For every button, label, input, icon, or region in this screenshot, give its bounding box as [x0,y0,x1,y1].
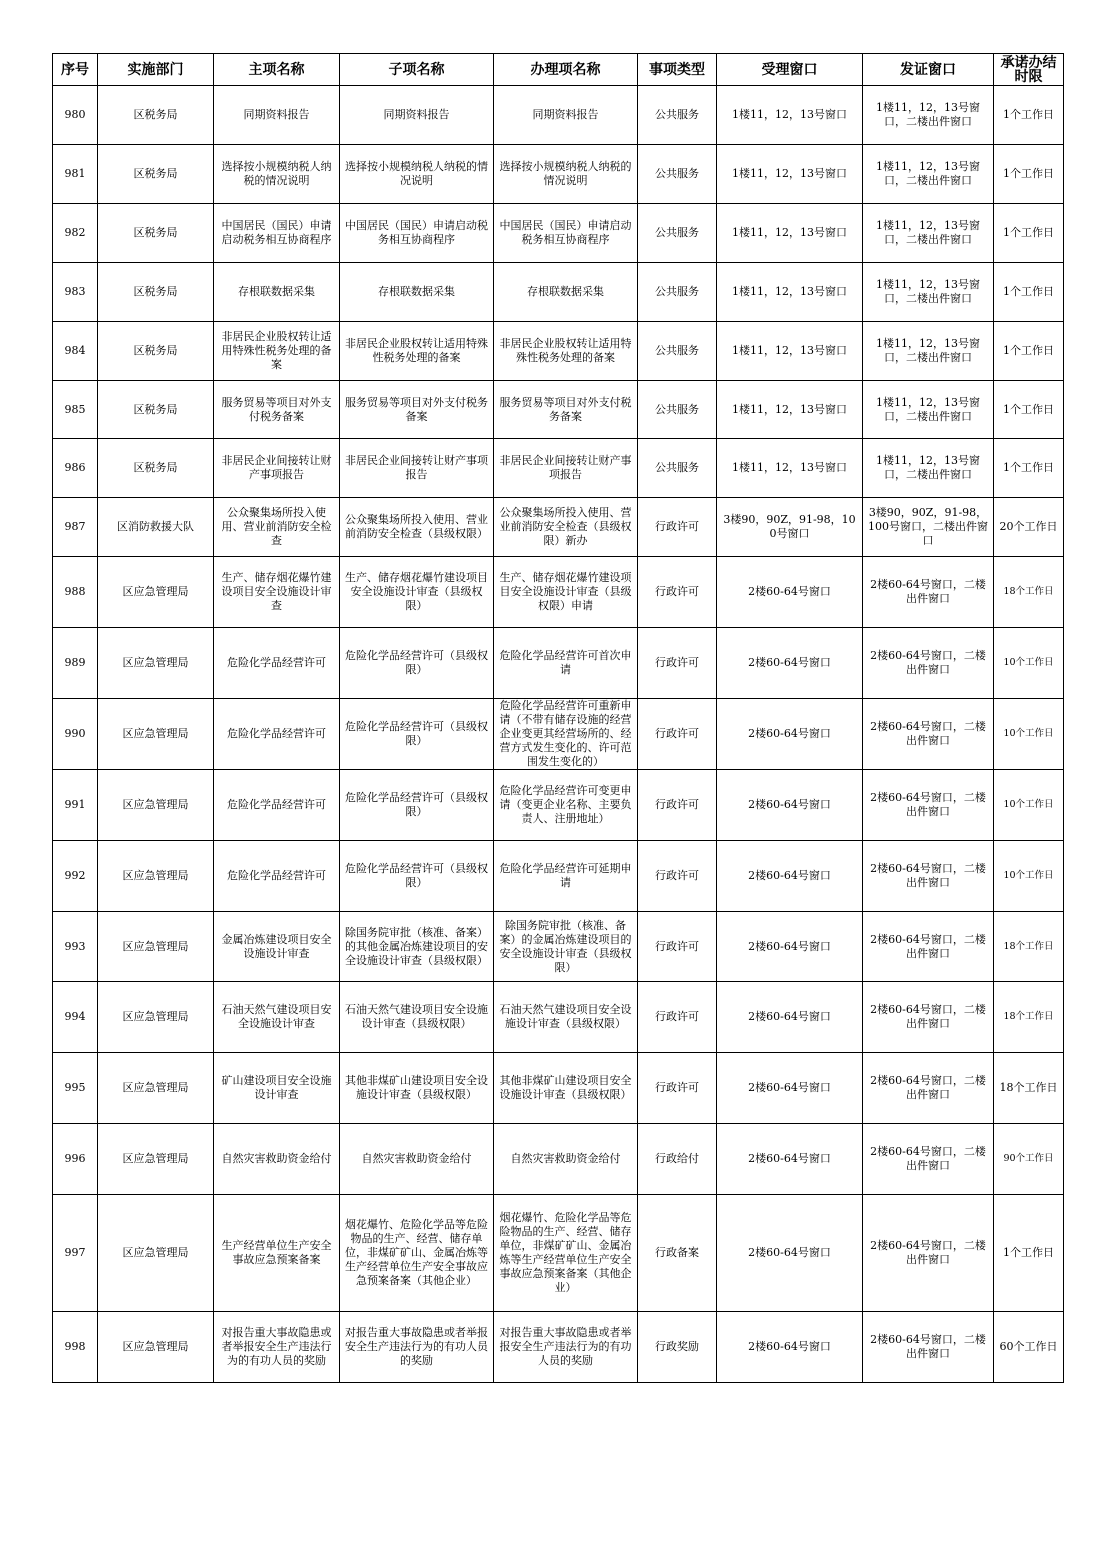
cell-handling-item: 危险化学品经营许可变更申请（变更企业名称、主要负责人、注册地址） [494,770,638,841]
table-row [53,263,1064,322]
cell-sub-item: 选择按小规模纳税人纳税的情况说明 [340,145,494,204]
cell-handling-item: 其他非煤矿山建设项目安全设施设计审查（县级权限） [494,1053,638,1124]
cell-certificate-window: 1楼11，12，13号窗口，二楼出件窗口 [863,145,994,204]
cell-department: 区应急管理局 [98,982,214,1053]
cell-main-item: 非居民企业间接转让财产事项报告 [214,439,340,498]
cell-certificate-window: 2楼60-64号窗口，二楼出件窗口 [863,557,994,628]
cell-index: 996 [53,1124,98,1195]
cell-certificate-window: 1楼11，12，13号窗口，二楼出件窗口 [863,322,994,381]
cell-handling-item: 危险化学品经营许可重新申请（不带有储存设施的经营企业变更其经营场所的、经营方式发生变化的、许可范围发生变化的） [494,699,638,770]
table-row [53,1195,1064,1312]
cell-department: 区应急管理局 [98,770,214,841]
cell-sub-item: 中国居民（国民）申请启动税务相互协商程序 [340,204,494,263]
cell-acceptance-window: 2楼60-64号窗口 [717,699,863,770]
cell-main-item: 存根联数据采集 [214,263,340,322]
cell-time-limit: 90个工作日 [994,1124,1064,1195]
cell-index: 993 [53,912,98,982]
cell-certificate-window: 1楼11，12，13号窗口，二楼出件窗口 [863,86,994,145]
cell-main-item: 危险化学品经营许可 [214,699,340,770]
cell-item-type: 行政许可 [638,1053,717,1124]
cell-main-item: 选择按小规模纳税人纳税的情况说明 [214,145,340,204]
cell-index: 991 [53,770,98,841]
cell-department: 区应急管理局 [98,1053,214,1124]
table-row [53,982,1064,1053]
cell-acceptance-window: 2楼60-64号窗口 [717,982,863,1053]
table-row [53,912,1064,982]
cell-acceptance-window: 2楼60-64号窗口 [717,770,863,841]
header-acceptance-window: 受理窗口 [717,54,863,86]
cell-handling-item: 存根联数据采集 [494,263,638,322]
cell-certificate-window: 2楼60-64号窗口，二楼出件窗口 [863,699,994,770]
cell-sub-item: 自然灾害救助资金给付 [340,1124,494,1195]
cell-index: 985 [53,381,98,439]
header-department: 实施部门 [98,54,214,86]
cell-department: 区应急管理局 [98,1312,214,1383]
cell-time-limit: 1个工作日 [994,439,1064,498]
cell-department: 区税务局 [98,263,214,322]
cell-time-limit: 18个工作日 [994,982,1064,1053]
cell-certificate-window: 2楼60-64号窗口，二楼出件窗口 [863,1124,994,1195]
cell-main-item: 生产经营单位生产安全事故应急预案备案 [214,1195,340,1312]
cell-time-limit: 60个工作日 [994,1312,1064,1383]
cell-time-limit: 18个工作日 [994,1053,1064,1124]
cell-acceptance-window: 1楼11，12，13号窗口 [717,145,863,204]
cell-department: 区应急管理局 [98,912,214,982]
header-main-item: 主项名称 [214,54,340,86]
cell-time-limit: 10个工作日 [994,841,1064,912]
cell-index: 990 [53,699,98,770]
cell-department: 区税务局 [98,145,214,204]
header-index: 序号 [53,54,98,86]
cell-index: 988 [53,557,98,628]
cell-department: 区应急管理局 [98,1124,214,1195]
cell-item-type: 公共服务 [638,322,717,381]
cell-handling-item: 除国务院审批（核准、备案）的金属冶炼建设项目的安全设施设计审查（县级权限） [494,912,638,982]
cell-certificate-window: 3楼90，90Z，91-98，100号窗口，二楼出件窗口 [863,498,994,557]
cell-item-type: 公共服务 [638,145,717,204]
cell-item-type: 公共服务 [638,263,717,322]
cell-certificate-window: 2楼60-64号窗口，二楼出件窗口 [863,841,994,912]
cell-acceptance-window: 2楼60-64号窗口 [717,1053,863,1124]
cell-main-item: 生产、储存烟花爆竹建设项目安全设施设计审查 [214,557,340,628]
cell-department: 区应急管理局 [98,841,214,912]
cell-main-item: 对报告重大事故隐患或者举报安全生产违法行为的有功人员的奖励 [214,1312,340,1383]
header-row [53,54,1064,86]
cell-item-type: 行政许可 [638,557,717,628]
cell-time-limit: 10个工作日 [994,628,1064,699]
cell-sub-item: 危险化学品经营许可（县级权限） [340,770,494,841]
cell-acceptance-window: 1楼11，12，13号窗口 [717,322,863,381]
cell-acceptance-window: 2楼60-64号窗口 [717,912,863,982]
cell-time-limit: 1个工作日 [994,1195,1064,1312]
cell-handling-item: 非居民企业股权转让适用特殊性税务处理的备案 [494,322,638,381]
cell-index: 992 [53,841,98,912]
cell-main-item: 非居民企业股权转让适用特殊性税务处理的备案 [214,322,340,381]
cell-certificate-window: 2楼60-64号窗口，二楼出件窗口 [863,1312,994,1383]
cell-certificate-window: 1楼11，12，13号窗口，二楼出件窗口 [863,204,994,263]
cell-sub-item: 公众聚集场所投入使用、营业前消防安全检查（县级权限） [340,498,494,557]
cell-department: 区税务局 [98,322,214,381]
cell-department: 区应急管理局 [98,1195,214,1312]
cell-item-type: 行政奖励 [638,1312,717,1383]
cell-department: 区消防救援大队 [98,498,214,557]
cell-time-limit: 18个工作日 [994,912,1064,982]
cell-acceptance-window: 3楼90，90Z，91-98，100号窗口 [717,498,863,557]
table-row [53,1124,1064,1195]
cell-index: 984 [53,322,98,381]
cell-time-limit: 20个工作日 [994,498,1064,557]
cell-sub-item: 危险化学品经营许可（县级权限） [340,628,494,699]
cell-department: 区税务局 [98,439,214,498]
cell-index: 980 [53,86,98,145]
cell-certificate-window: 2楼60-64号窗口，二楼出件窗口 [863,1053,994,1124]
cell-sub-item: 危险化学品经营许可（县级权限） [340,841,494,912]
cell-main-item: 矿山建设项目安全设施设计审查 [214,1053,340,1124]
cell-index: 986 [53,439,98,498]
cell-index: 983 [53,263,98,322]
cell-main-item: 危险化学品经营许可 [214,628,340,699]
table-row [53,204,1064,263]
cell-main-item: 危险化学品经营许可 [214,770,340,841]
cell-item-type: 公共服务 [638,439,717,498]
cell-sub-item: 服务贸易等项目对外支付税务备案 [340,381,494,439]
cell-time-limit: 10个工作日 [994,699,1064,770]
header-time-limit: 承诺办结时限 [994,54,1064,86]
cell-handling-item: 危险化学品经营许可首次申请 [494,628,638,699]
cell-department: 区税务局 [98,381,214,439]
cell-main-item: 公众聚集场所投入使用、营业前消防安全检查 [214,498,340,557]
cell-handling-item: 公众聚集场所投入使用、营业前消防安全检查（县级权限）新办 [494,498,638,557]
cell-item-type: 行政许可 [638,628,717,699]
cell-item-type: 行政许可 [638,982,717,1053]
cell-handling-item: 自然灾害救助资金给付 [494,1124,638,1195]
cell-acceptance-window: 1楼11，12，13号窗口 [717,86,863,145]
cell-index: 989 [53,628,98,699]
cell-certificate-window: 2楼60-64号窗口，二楼出件窗口 [863,982,994,1053]
cell-index: 981 [53,145,98,204]
cell-handling-item: 对报告重大事故隐患或者举报安全生产违法行为的有功人员的奖励 [494,1312,638,1383]
cell-index: 994 [53,982,98,1053]
cell-acceptance-window: 2楼60-64号窗口 [717,841,863,912]
cell-item-type: 行政许可 [638,912,717,982]
header-certificate-window: 发证窗口 [863,54,994,86]
cell-acceptance-window: 1楼11，12，13号窗口 [717,381,863,439]
table-row [53,498,1064,557]
cell-certificate-window: 2楼60-64号窗口，二楼出件窗口 [863,770,994,841]
cell-sub-item: 危险化学品经营许可（县级权限） [340,699,494,770]
cell-department: 区税务局 [98,86,214,145]
table-row [53,628,1064,699]
cell-certificate-window: 2楼60-64号窗口，二楼出件窗口 [863,628,994,699]
cell-time-limit: 1个工作日 [994,145,1064,204]
table-row [53,699,1064,770]
cell-time-limit: 1个工作日 [994,263,1064,322]
header-sub-item: 子项名称 [340,54,494,86]
cell-index: 997 [53,1195,98,1312]
cell-handling-item: 中国居民（国民）申请启动税务相互协商程序 [494,204,638,263]
table-row [53,557,1064,628]
cell-time-limit: 1个工作日 [994,86,1064,145]
cell-time-limit: 1个工作日 [994,322,1064,381]
cell-acceptance-window: 2楼60-64号窗口 [717,628,863,699]
cell-sub-item: 其他非煤矿山建设项目安全设施设计审查（县级权限） [340,1053,494,1124]
cell-certificate-window: 1楼11，12，13号窗口，二楼出件窗口 [863,439,994,498]
cell-acceptance-window: 1楼11，12，13号窗口 [717,204,863,263]
service-items-table [52,53,1064,1383]
cell-item-type: 行政许可 [638,770,717,841]
cell-sub-item: 非居民企业股权转让适用特殊性税务处理的备案 [340,322,494,381]
table-row [53,1312,1064,1383]
cell-department: 区应急管理局 [98,557,214,628]
cell-handling-item: 服务贸易等项目对外支付税务备案 [494,381,638,439]
cell-handling-item: 生产、储存烟花爆竹建设项目安全设施设计审查（县级权限）申请 [494,557,638,628]
cell-item-type: 公共服务 [638,204,717,263]
cell-certificate-window: 1楼11，12，13号窗口，二楼出件窗口 [863,381,994,439]
cell-main-item: 自然灾害救助资金给付 [214,1124,340,1195]
table-row [53,381,1064,439]
cell-handling-item: 危险化学品经营许可延期申请 [494,841,638,912]
cell-sub-item: 非居民企业间接转让财产事项报告 [340,439,494,498]
cell-acceptance-window: 1楼11，12，13号窗口 [717,439,863,498]
cell-handling-item: 非居民企业间接转让财产事项报告 [494,439,638,498]
cell-acceptance-window: 2楼60-64号窗口 [717,1124,863,1195]
cell-main-item: 同期资料报告 [214,86,340,145]
cell-department: 区应急管理局 [98,628,214,699]
cell-handling-item: 选择按小规模纳税人纳税的情况说明 [494,145,638,204]
cell-index: 982 [53,204,98,263]
cell-time-limit: 18个工作日 [994,557,1064,628]
cell-item-type: 行政给付 [638,1124,717,1195]
cell-item-type: 行政许可 [638,699,717,770]
cell-sub-item: 石油天然气建设项目安全设施设计审查（县级权限） [340,982,494,1053]
cell-handling-item: 石油天然气建设项目安全设施设计审查（县级权限） [494,982,638,1053]
cell-department: 区税务局 [98,204,214,263]
cell-certificate-window: 1楼11，12，13号窗口，二楼出件窗口 [863,263,994,322]
cell-main-item: 金属冶炼建设项目安全设施设计审查 [214,912,340,982]
header-item-type: 事项类型 [638,54,717,86]
cell-acceptance-window: 2楼60-64号窗口 [717,1195,863,1312]
cell-time-limit: 1个工作日 [994,204,1064,263]
cell-certificate-window: 2楼60-64号窗口，二楼出件窗口 [863,1195,994,1312]
cell-item-type: 公共服务 [638,86,717,145]
cell-item-type: 行政备案 [638,1195,717,1312]
cell-index: 998 [53,1312,98,1383]
cell-main-item: 服务贸易等项目对外支付税务备案 [214,381,340,439]
cell-item-type: 行政许可 [638,841,717,912]
cell-sub-item: 存根联数据采集 [340,263,494,322]
cell-department: 区应急管理局 [98,699,214,770]
cell-time-limit: 1个工作日 [994,381,1064,439]
table-row [53,322,1064,381]
cell-main-item: 中国居民（国民）申请启动税务相互协商程序 [214,204,340,263]
cell-item-type: 公共服务 [638,381,717,439]
cell-sub-item: 除国务院审批（核准、备案）的其他金属冶炼建设项目的安全设施设计审查（县级权限） [340,912,494,982]
table-row [53,770,1064,841]
cell-handling-item: 烟花爆竹、危险化学品等危险物品的生产、经营、储存单位，非煤矿矿山、金属冶炼等生产经营单位生产安全事故应急预案备案（其他企业） [494,1195,638,1312]
cell-certificate-window: 2楼60-64号窗口，二楼出件窗口 [863,912,994,982]
cell-acceptance-window: 2楼60-64号窗口 [717,1312,863,1383]
cell-sub-item: 对报告重大事故隐患或者举报安全生产违法行为的有功人员的奖励 [340,1312,494,1383]
table-row [53,439,1064,498]
cell-index: 987 [53,498,98,557]
cell-main-item: 石油天然气建设项目安全设施设计审查 [214,982,340,1053]
cell-sub-item: 同期资料报告 [340,86,494,145]
cell-handling-item: 同期资料报告 [494,86,638,145]
cell-sub-item: 生产、储存烟花爆竹建设项目安全设施设计审查（县级权限） [340,557,494,628]
table-row [53,145,1064,204]
table-row [53,841,1064,912]
cell-item-type: 行政许可 [638,498,717,557]
cell-main-item: 危险化学品经营许可 [214,841,340,912]
table-row [53,86,1064,145]
cell-acceptance-window: 2楼60-64号窗口 [717,557,863,628]
header-handling-item: 办理项名称 [494,54,638,86]
cell-index: 995 [53,1053,98,1124]
cell-sub-item: 烟花爆竹、危险化学品等危险物品的生产、经营、储存单位，非煤矿矿山、金属冶炼等生产经营单位生产安全事故应急预案备案（其他企业） [340,1195,494,1312]
cell-time-limit: 10个工作日 [994,770,1064,841]
cell-acceptance-window: 1楼11，12，13号窗口 [717,263,863,322]
table-row [53,1053,1064,1124]
